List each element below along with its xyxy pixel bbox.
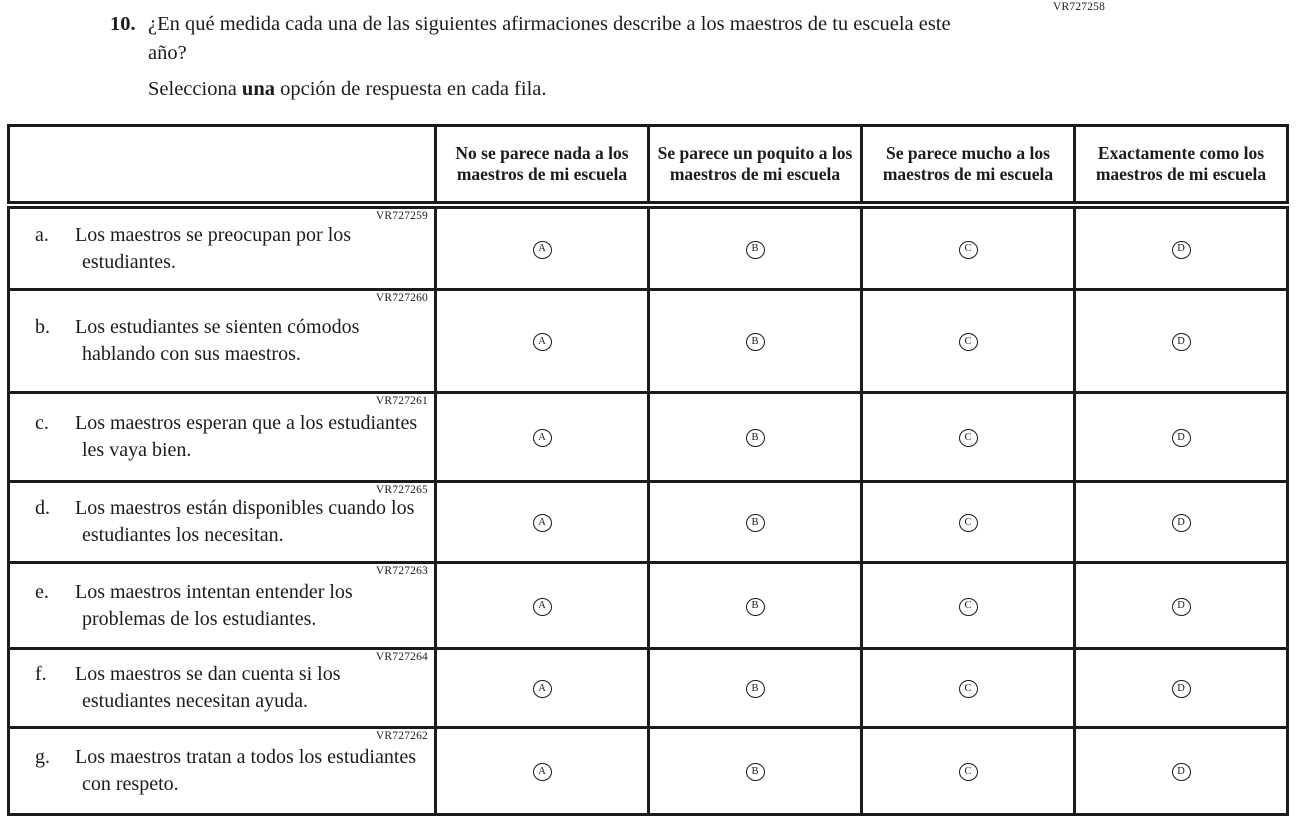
statement-text: Los maestros esperan que a los estudiantes les vaya bien.: [75, 412, 418, 461]
statement-text: Los maestros se dan cuenta si los estudiantes necesitan ayuda.: [75, 663, 341, 712]
option-cell-f-D[interactable]: [1075, 649, 1288, 728]
option-cell-a-B[interactable]: [649, 205, 862, 290]
answer-bubble-b-D[interactable]: D: [1172, 333, 1191, 351]
option-cell-d-C[interactable]: [862, 482, 1075, 563]
row-code: VR727265: [375, 484, 428, 496]
table-row-b: [9, 290, 1288, 393]
answer-bubble-c-B[interactable]: B: [746, 429, 765, 447]
header-row: [9, 126, 1288, 206]
answer-bubble-e-B[interactable]: B: [746, 598, 765, 616]
row-letter: d.: [35, 497, 50, 519]
answer-bubble-e-A[interactable]: A: [533, 598, 552, 616]
option-cell-e-A[interactable]: [436, 563, 649, 649]
answer-bubble-d-D[interactable]: D: [1172, 514, 1191, 532]
option-cell-b-C[interactable]: [862, 290, 1075, 393]
question-text: ¿En qué medida cada una de las siguientes afirmaciones describe a los maestros de tu escuela este año?: [148, 13, 951, 64]
option-cell-f-B[interactable]: [649, 649, 862, 728]
statement-cell: [9, 728, 436, 815]
answer-bubble-f-D[interactable]: D: [1172, 680, 1191, 698]
option-cell-d-A[interactable]: [436, 482, 649, 563]
table-row-e: [9, 563, 1288, 649]
instruction-suffix: opción de respuesta en cada fila.: [274, 78, 547, 101]
row-code: VR727264: [375, 651, 428, 663]
statement-text: Los maestros tratan a todos los estudiantes con respeto.: [75, 746, 417, 795]
question-number: 10.: [110, 13, 136, 35]
instruction-line: [148, 78, 1010, 101]
answer-bubble-g-A[interactable]: A: [533, 763, 552, 781]
option-cell-f-C[interactable]: [862, 649, 1075, 728]
answer-bubble-f-B[interactable]: B: [746, 680, 765, 698]
answer-bubble-c-C[interactable]: C: [959, 429, 978, 447]
column-header-se-parece-mucho: Se parece mucho a los maestros de mi escuela: [862, 126, 1075, 206]
answer-bubble-d-A[interactable]: A: [533, 514, 552, 532]
option-cell-d-D[interactable]: [1075, 482, 1288, 563]
row-letter: e.: [35, 580, 49, 603]
statement-cell: [9, 205, 436, 290]
answer-bubble-g-B[interactable]: B: [746, 763, 765, 781]
option-cell-b-A[interactable]: [436, 290, 649, 393]
row-code: VR727262: [375, 730, 428, 742]
statement-text: Los estudiantes se sienten cómodos hablando con sus maestros.: [75, 316, 360, 365]
option-cell-g-A[interactable]: [436, 728, 649, 815]
option-cell-b-B[interactable]: [649, 290, 862, 393]
column-header-exactamente-como: Exactamente como los maestros de mi escuela: [1075, 126, 1288, 206]
answer-bubble-f-A[interactable]: A: [533, 680, 552, 698]
answer-bubble-a-A[interactable]: A: [533, 241, 552, 259]
statement-text: Los maestros se preocupan por los estudiantes.: [75, 223, 352, 273]
table-row-f: [9, 649, 1288, 728]
table-row-d: [9, 482, 1288, 563]
column-header-no-se-parece-nada: No se parece nada a los maestros de mi escuela: [436, 126, 649, 206]
question-block: [110, 10, 1010, 101]
answer-bubble-b-B[interactable]: B: [746, 333, 765, 351]
response-matrix-table: [7, 124, 1289, 816]
table-row-g: [9, 728, 1288, 815]
row-letter: f.: [35, 663, 47, 685]
row-code: VR727260: [375, 292, 428, 304]
row-letter: b.: [35, 316, 50, 338]
statement-cell: [9, 649, 436, 728]
answer-bubble-d-C[interactable]: C: [959, 514, 978, 532]
answer-bubble-c-D[interactable]: D: [1172, 429, 1191, 447]
option-cell-c-C[interactable]: [862, 393, 1075, 482]
answer-bubble-a-B[interactable]: B: [746, 241, 765, 259]
option-cell-c-A[interactable]: [436, 393, 649, 482]
answer-bubble-b-A[interactable]: A: [533, 333, 552, 351]
statement-cell: [9, 393, 436, 482]
answer-bubble-g-D[interactable]: D: [1172, 763, 1191, 781]
column-header-se-parece-un-poquito: Se parece un poquito a los maestros de mi escuela: [649, 126, 862, 206]
row-letter: g.: [35, 746, 50, 768]
option-cell-a-D[interactable]: [1075, 205, 1288, 290]
option-cell-c-D[interactable]: [1075, 393, 1288, 482]
statement-text: Los maestros intentan entender los problemas de los estudiantes.: [75, 580, 353, 630]
statement-cell: [9, 563, 436, 649]
option-cell-a-C[interactable]: [862, 205, 1075, 290]
answer-bubble-a-C[interactable]: C: [959, 241, 978, 259]
row-letter: c.: [35, 412, 49, 434]
option-cell-c-B[interactable]: [649, 393, 862, 482]
statement-cell: [9, 290, 436, 393]
table-row-c: [9, 393, 1288, 482]
option-cell-a-A[interactable]: [436, 205, 649, 290]
answer-bubble-c-A[interactable]: A: [533, 429, 552, 447]
answer-bubble-f-C[interactable]: C: [959, 680, 978, 698]
row-code: VR727259: [375, 210, 428, 222]
instruction-emphasis: una: [241, 78, 275, 101]
instruction-prefix: Selecciona: [148, 78, 242, 101]
statement-cell: [9, 482, 436, 563]
corner-cell: [9, 126, 436, 206]
row-letter: a.: [35, 223, 49, 246]
option-cell-g-D[interactable]: [1075, 728, 1288, 815]
option-cell-d-B[interactable]: [649, 482, 862, 563]
row-code: VR727263: [375, 565, 428, 577]
answer-bubble-g-C[interactable]: C: [959, 763, 978, 781]
answer-bubble-e-D[interactable]: D: [1172, 598, 1191, 616]
page-code: VR727258: [1053, 1, 1106, 13]
answer-bubble-a-D[interactable]: D: [1172, 241, 1191, 259]
option-cell-b-D[interactable]: [1075, 290, 1288, 393]
answer-bubble-b-C[interactable]: C: [959, 333, 978, 351]
option-cell-e-B[interactable]: [649, 563, 862, 649]
option-cell-e-C[interactable]: [862, 563, 1075, 649]
option-cell-e-D[interactable]: [1075, 563, 1288, 649]
row-code: VR727261: [375, 395, 428, 407]
table-row-a: [9, 205, 1288, 290]
answer-bubble-d-B[interactable]: B: [746, 514, 765, 532]
option-cell-g-C[interactable]: [862, 728, 1075, 815]
answer-bubble-e-C[interactable]: C: [959, 598, 978, 616]
option-cell-g-B[interactable]: [649, 728, 862, 815]
statement-text: Los maestros están disponibles cuando los estudiantes los necesitan.: [75, 497, 415, 546]
option-cell-f-A[interactable]: [436, 649, 649, 728]
